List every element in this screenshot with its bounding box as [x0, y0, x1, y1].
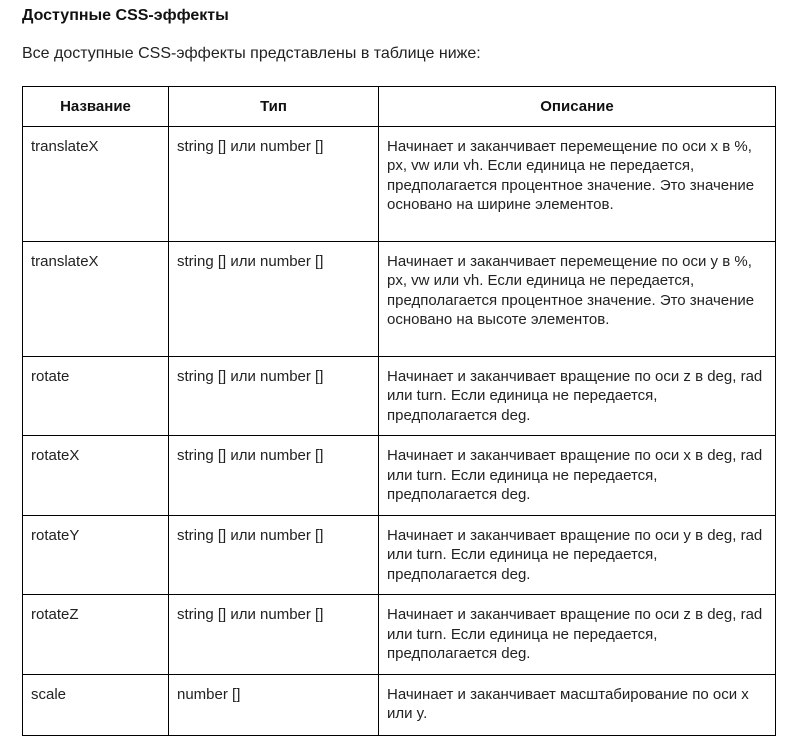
table-body	[23, 126, 776, 735]
cell-description: Начинает и заканчивает вращение по оси z в deg, rad или turn. Если единица не передается, предполагается deg.	[379, 595, 776, 675]
cell-name: translateX	[23, 126, 169, 241]
table-row	[23, 674, 776, 735]
cell-name: rotateX	[23, 436, 169, 516]
cell-type: string [] или number []	[169, 241, 379, 356]
cell-name: rotateY	[23, 515, 169, 595]
cell-description: Начинает и заканчивает перемещение по оси y в %, px, vw или vh. Если единица не передается, предполагается процентное значение. Это значение основано на высоте элементов.	[379, 241, 776, 356]
cell-description: Начинает и заканчивает вращение по оси y в deg, rad или turn. Если единица не передается, предполагается deg.	[379, 515, 776, 595]
intro-text: Все доступные CSS-эффекты представлены в таблице ниже:	[22, 45, 481, 62]
table-row	[23, 126, 776, 241]
table-row	[23, 595, 776, 675]
table-row	[23, 436, 776, 516]
header-name: Название	[23, 87, 169, 127]
table-row	[23, 241, 776, 356]
cell-description: Начинает и заканчивает вращение по оси z в deg, rad или turn. Если единица не передается, предполагается deg.	[379, 356, 776, 436]
cell-type: string [] или number []	[169, 515, 379, 595]
cell-name: translateX	[23, 241, 169, 356]
cell-type: string [] или number []	[169, 126, 379, 241]
cell-name: rotate	[23, 356, 169, 436]
cell-type: string [] или number []	[169, 356, 379, 436]
table-row	[23, 356, 776, 436]
cell-description: Начинает и заканчивает масштабирование по оси x или y.	[379, 674, 776, 735]
cell-name: rotateZ	[23, 595, 169, 675]
cell-type: number []	[169, 674, 379, 735]
header-description: Описание	[379, 87, 776, 127]
cell-type: string [] или number []	[169, 436, 379, 516]
page-title: Доступные CSS-эффекты	[22, 7, 229, 24]
header-row	[23, 87, 776, 127]
cell-name: scale	[23, 674, 169, 735]
header-type: Тип	[169, 87, 379, 127]
css-effects-table	[22, 86, 776, 736]
table-header	[23, 87, 776, 127]
cell-description: Начинает и заканчивает вращение по оси x в deg, rad или turn. Если единица не передается, предполагается deg.	[379, 436, 776, 516]
cell-type: string [] или number []	[169, 595, 379, 675]
table-row	[23, 515, 776, 595]
cell-description: Начинает и заканчивает перемещение по оси x в %, px, vw или vh. Если единица не передается, предполагается процентное значение. Это значение основано на ширине элементов.	[379, 126, 776, 241]
